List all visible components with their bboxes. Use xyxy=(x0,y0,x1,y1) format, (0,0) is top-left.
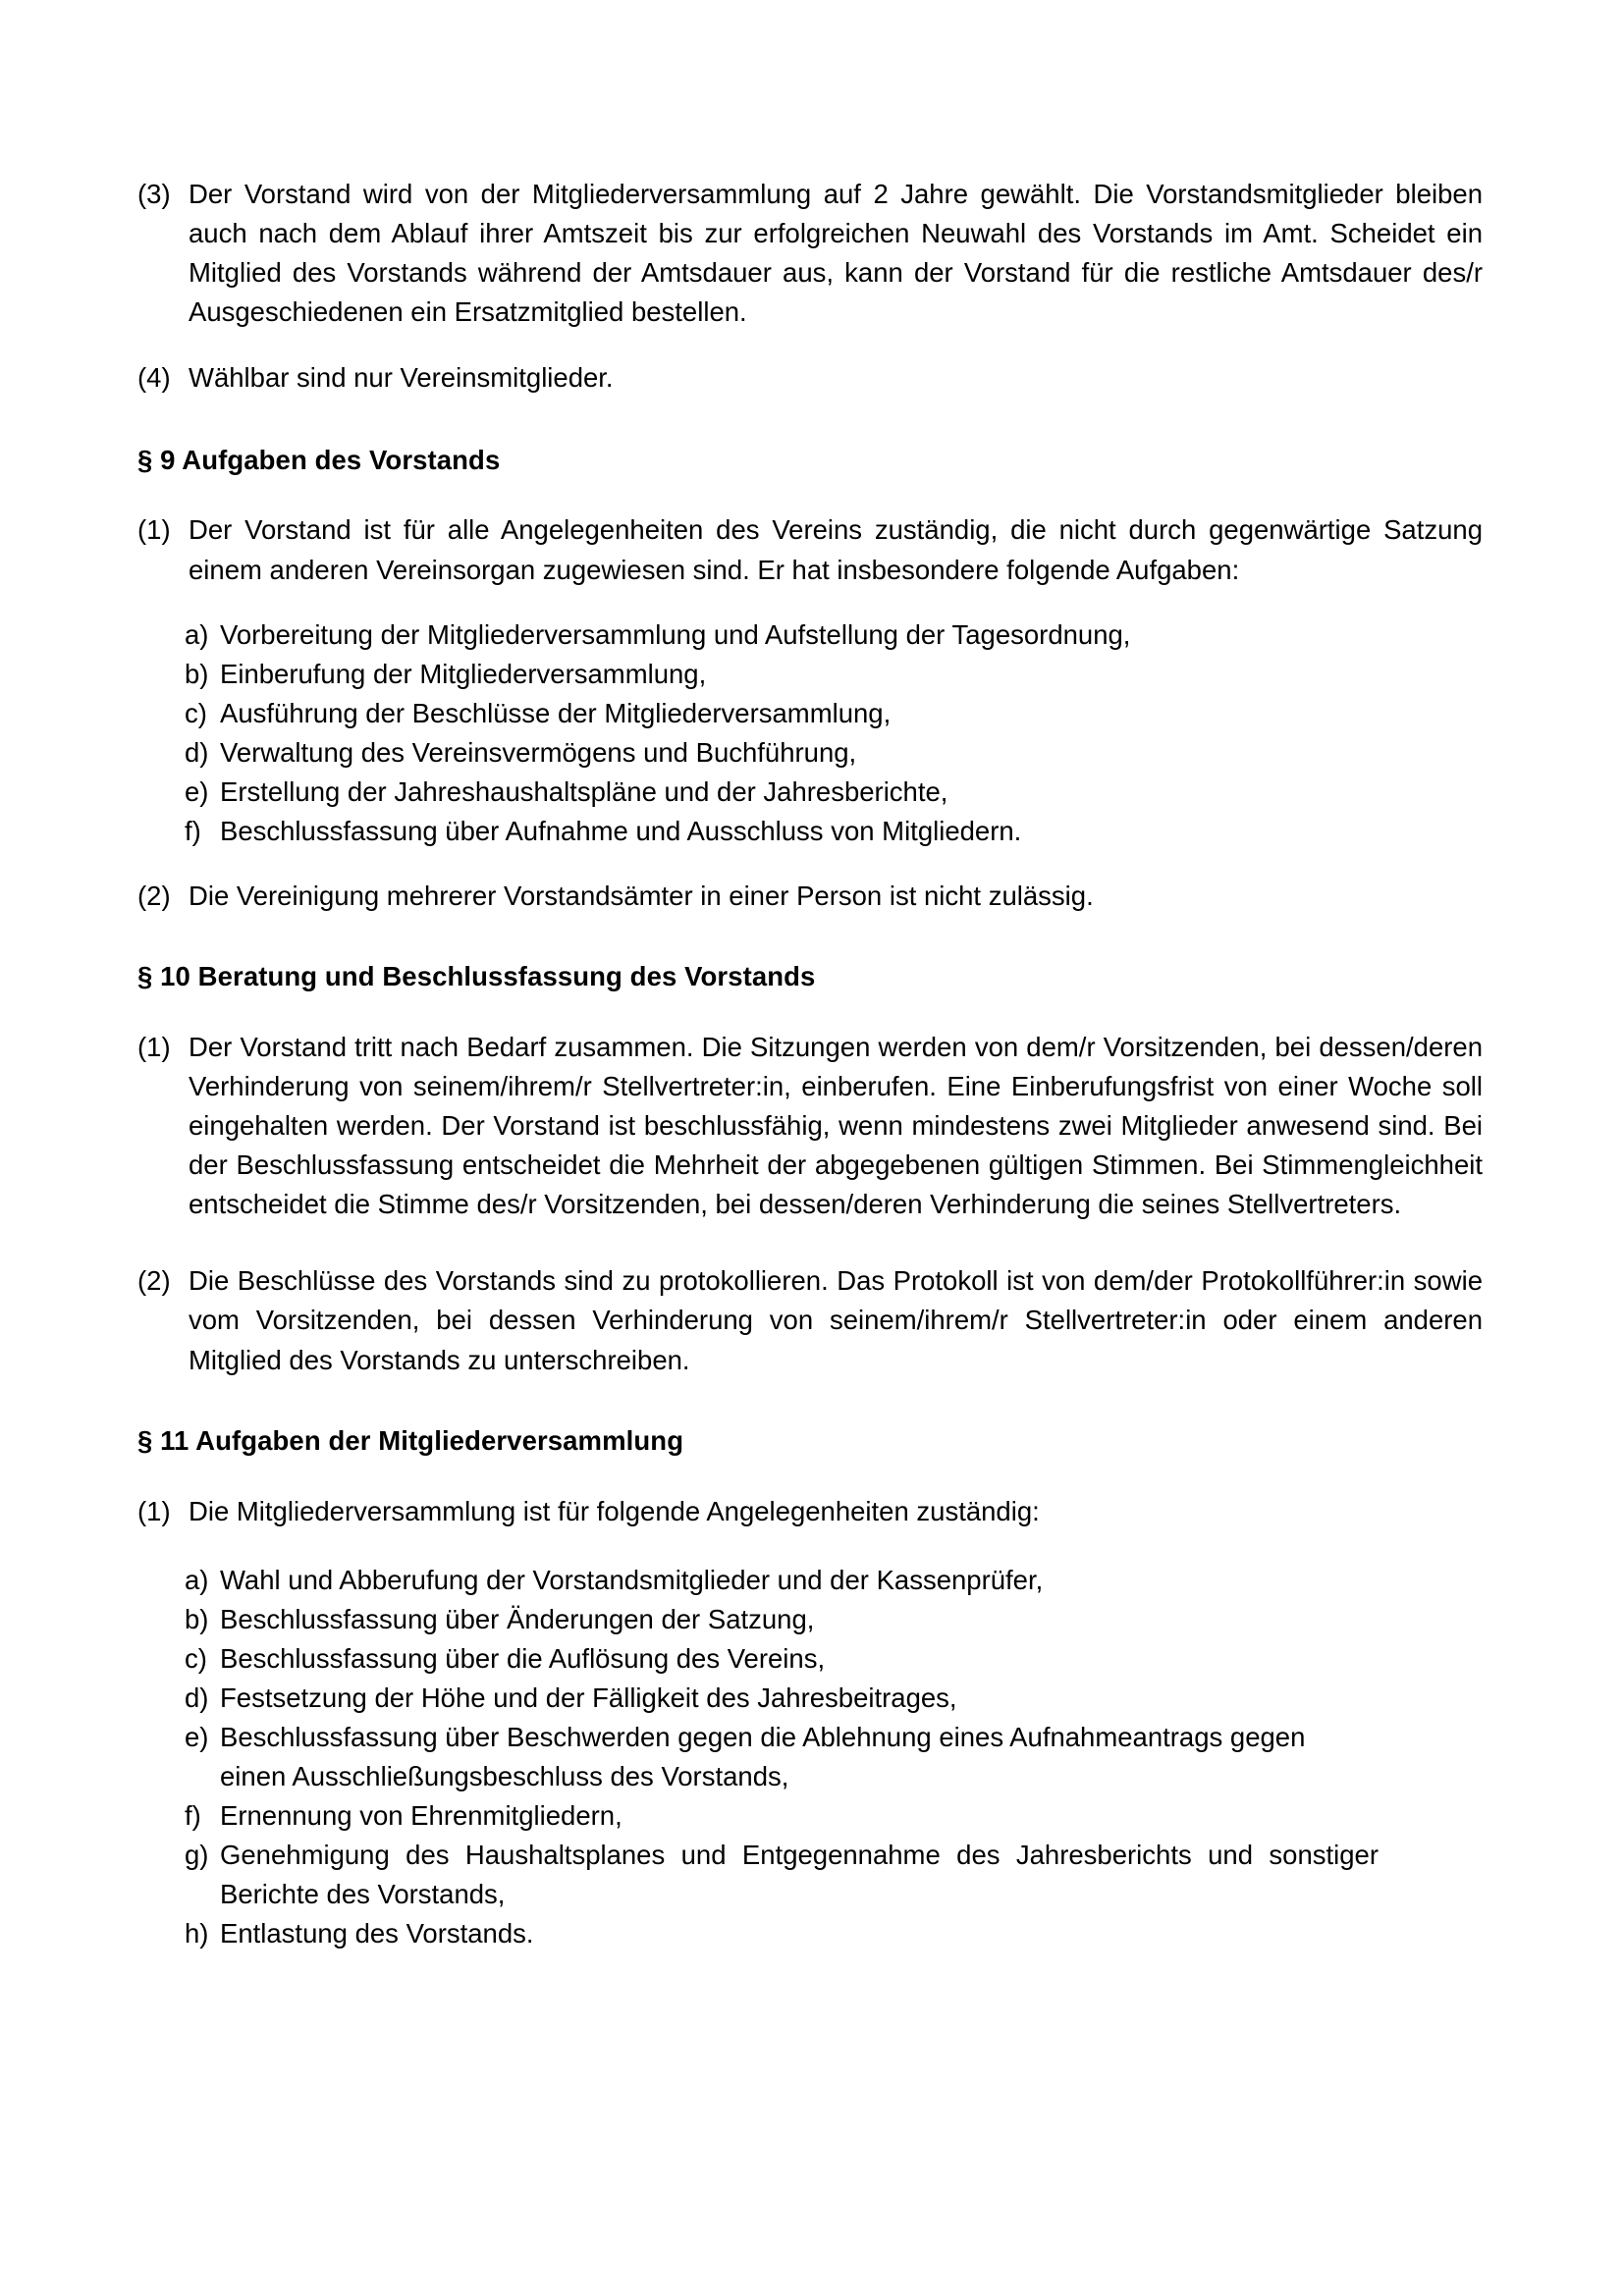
heading-section-9: § 9 Aufgaben des Vorstands xyxy=(137,444,501,475)
list-item-text: Wahl und Abberufung der Vorstandsmitglieder und der Kassenprüfer, xyxy=(220,1564,1044,1595)
paragraph-4-marker: (4) xyxy=(137,361,171,393)
list-item-letter: h) xyxy=(185,1917,209,1949)
section9-paragraph-1-text: Der Vorstand ist für alle Angelegenheiten des Vereins zuständig, die nicht durch gegenwärtige Satzung einem anderen Vereinsorgan zugewiesen sind. Er hat insbesondere folgende Aufgaben: xyxy=(189,514,1483,585)
list-item xyxy=(185,773,1483,812)
list-item-text: Festsetzung der Höhe und der Fälligkeit des Jahresbeitrages, xyxy=(220,1682,957,1713)
list-item xyxy=(185,1718,1483,1796)
list-item-text: Erstellung der Jahreshaushaltspläne und der Jahresberichte, xyxy=(220,775,948,807)
list-item-letter: e) xyxy=(185,775,209,807)
list-item xyxy=(185,694,1483,733)
list-item-text: Vorbereitung der Mitgliederversammlung und Aufstellung der Tagesordnung, xyxy=(220,618,1131,650)
list-item-text: Beschlussfassung über Beschwerden gegen die Ablehnung eines Aufnahmeantrags gegen einen Ausschließungsbeschluss des Vorstands, xyxy=(220,1721,1306,1791)
list-item-letter: b) xyxy=(185,658,209,689)
list-item-text: Beschlussfassung über Aufnahme und Ausschluss von Mitgliedern. xyxy=(220,815,1022,846)
section10-paragraph-1-text: Der Vorstand tritt nach Bedarf zusammen. Die Sitzungen werden von dem/r Vorsitzenden, bei dessen/deren Verhinderung von seinem/ihrem/r Stellvertreter:in, einberufen. Eine Einberufungsfrist von einer Woche soll eingehalten werden. Der Vorstand ist beschlussfähig, wenn mindestens zwei Mitglieder anwesend sind. Bei der Beschlussfassung entscheidet die Mehrheit der abgegebenen gültigen Stimmen. Bei Stimmengleichheit entscheidet die Stimme des/r Vorsitzenden, bei dessen/deren Verhinderung die seines Stellvertreters. xyxy=(189,1031,1483,1220)
list-item-letter: c) xyxy=(185,697,207,728)
section10-paragraph-2-marker: (2) xyxy=(137,1265,171,1297)
list-item-letter: f) xyxy=(185,1799,201,1831)
section10-paragraph-1 xyxy=(137,1028,1483,1225)
list-item xyxy=(185,1600,1483,1639)
list-item xyxy=(185,655,1483,694)
list-item xyxy=(185,1796,1483,1836)
heading-section-10: § 10 Beratung und Beschlussfassung des Vorstands xyxy=(137,960,816,991)
section11-paragraph-1 xyxy=(137,1492,1483,1531)
section9-paragraph-2-text: Die Vereinigung mehrerer Vorstandsämter in einer Person ist nicht zulässig. xyxy=(189,880,1094,911)
list-item-letter: e) xyxy=(185,1721,209,1752)
list-item-text: Ausführung der Beschlüsse der Mitgliederversammlung, xyxy=(220,697,892,728)
list-item xyxy=(185,615,1483,655)
section11-paragraph-1-text: Die Mitgliederversammlung ist für folgende Angelegenheiten zuständig: xyxy=(189,1495,1040,1526)
paragraph-3-text: Der Vorstand wird von der Mitgliederversammlung auf 2 Jahre gewählt. Die Vorstandsmitglieder bleiben auch nach dem Ablauf ihrer Amtszeit bis zur erfolgreichen Neuwahl des Vorstands im Amt. Scheidet ein Mitglied des Vorstands während der Amtsdauer aus, kann der Vorstand für die restliche Amtsdauer des/r Ausgeschiedenen ein Ersatzmitglied bestellen. xyxy=(189,179,1483,328)
list-item-text: Verwaltung des Vereinsvermögens und Buchführung, xyxy=(220,736,857,768)
list-item-letter: c) xyxy=(185,1642,207,1674)
list-item xyxy=(185,1561,1483,1600)
section10-paragraph-2-text: Die Beschlüsse des Vorstands sind zu protokollieren. Das Protokoll ist von dem/der Protokollführer:in sowie vom Vorsitzenden, bei dessen Verhinderung von seinem/ihrem/r Stellvertreter:in oder einem anderen Mitglied des Vorstands zu unterschreiben. xyxy=(189,1265,1483,1375)
list-item-letter: d) xyxy=(185,736,209,768)
list-item-letter: g) xyxy=(185,1839,209,1870)
paragraph-4-text: Wählbar sind nur Vereinsmitglieder. xyxy=(189,361,614,393)
list-item-letter: b) xyxy=(185,1603,209,1634)
list-item-letter: f) xyxy=(185,815,201,846)
section9-paragraph-2 xyxy=(137,877,1483,916)
heading-section-11: § 11 Aufgaben der Mitgliederversammlung xyxy=(137,1424,684,1456)
list-item-text: Genehmigung des Haushaltsplanes und Entgegennahme des Jahresberichts und sonstiger Berichte des Vorstands, xyxy=(220,1839,1379,1909)
list-item xyxy=(185,1836,1483,1914)
list-item xyxy=(185,733,1483,773)
list-item xyxy=(185,1639,1483,1679)
list-item-text: Beschlussfassung über Änderungen der Satzung, xyxy=(220,1603,815,1634)
list-item-letter: a) xyxy=(185,1564,209,1595)
paragraph-3 xyxy=(137,175,1483,333)
list-item xyxy=(185,1679,1483,1718)
list-item-text: Beschlussfassung über die Auflösung des Vereins, xyxy=(220,1642,826,1674)
section10-paragraph-1-marker: (1) xyxy=(137,1031,171,1062)
section10-paragraph-2 xyxy=(137,1261,1483,1379)
list-item-text: Entlastung des Vorstands. xyxy=(220,1917,534,1949)
paragraph-3-marker: (3) xyxy=(137,179,171,209)
section9-paragraph-1 xyxy=(137,510,1483,589)
section11-paragraph-1-marker: (1) xyxy=(137,1495,171,1526)
paragraph-4 xyxy=(137,358,1483,398)
section9-task-list xyxy=(137,615,1483,851)
list-item-letter: a) xyxy=(185,618,209,650)
list-item-text: Einberufung der Mitgliederversammlung, xyxy=(220,658,707,689)
section9-paragraph-1-marker: (1) xyxy=(137,514,171,546)
list-item xyxy=(185,1914,1483,1953)
document-content xyxy=(137,175,1483,1979)
list-item-letter: d) xyxy=(185,1682,209,1713)
section11-task-list xyxy=(137,1561,1483,1953)
list-item xyxy=(185,812,1483,851)
section9-paragraph-2-marker: (2) xyxy=(137,880,171,911)
list-item-text: Ernennung von Ehrenmitgliedern, xyxy=(220,1799,622,1831)
